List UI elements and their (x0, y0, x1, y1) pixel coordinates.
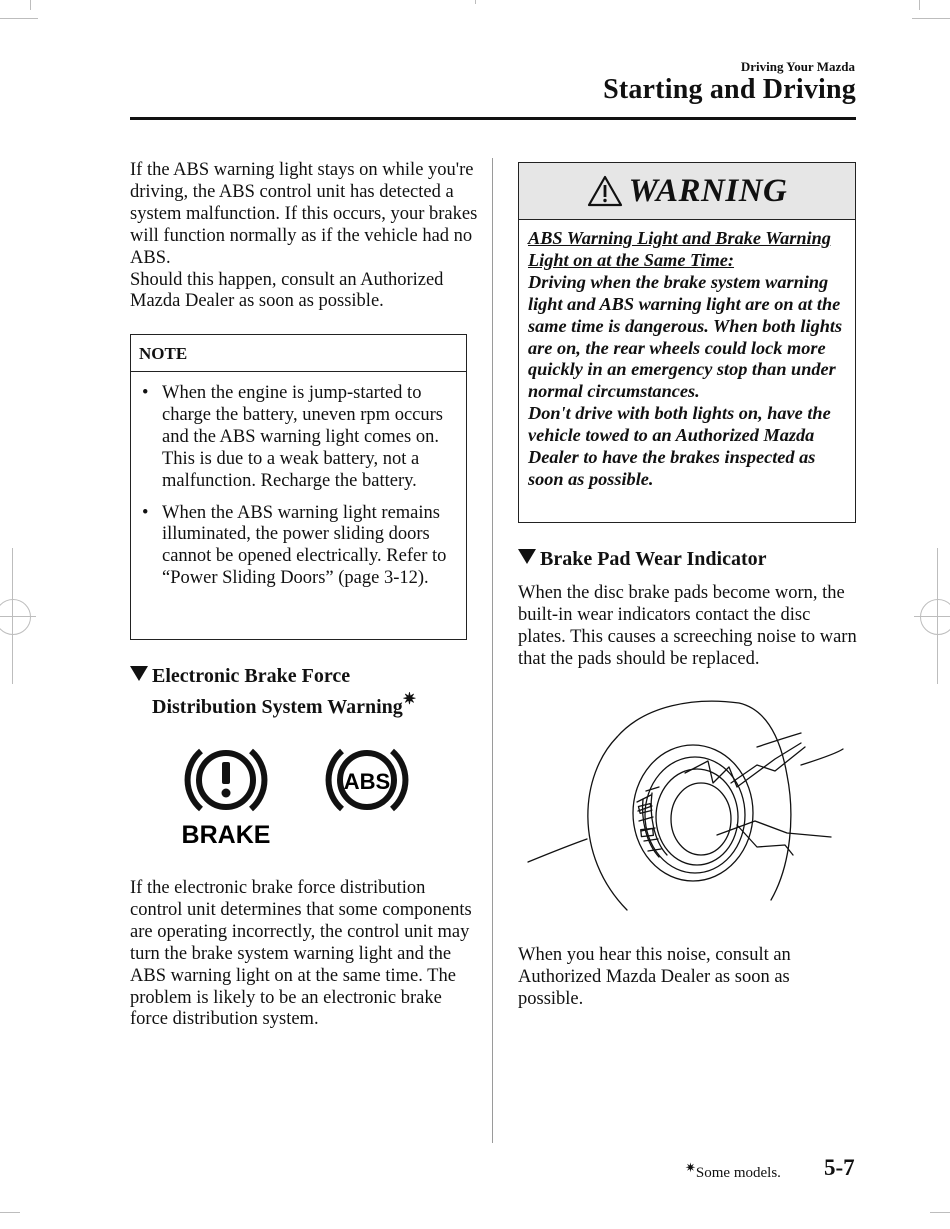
crop-mark (912, 18, 950, 19)
ebd-paragraph-text: If the electronic brake force distribution control unit determines that some components are operating incorrectly, the control unit may turn the brake system warning light and the ABS warning light on at the same time. The problem is likely to be an electronic brake force distribution system. (130, 878, 472, 1030)
footnote-marker: ✷ (685, 1160, 696, 1175)
crop-mark (0, 1212, 20, 1213)
section-triangle-icon (130, 666, 148, 681)
section-triangle-icon (518, 549, 536, 564)
warning-subtitle: ABS Warning Light and Brake Warning Light on at the Same Time: (528, 228, 831, 270)
note-item: • When the ABS warning light remains illuminated, the power sliding doors cannot be opened electrically. Refer to “Power Sliding Doors” (page 3-12). (139, 503, 460, 591)
abs-warning-icon (317, 743, 417, 823)
warning-paragraph: Driving when the brake system warning light and ABS warning light are on at the same time is dangerous. When both lights are on, the rear wheels could lock more quickly in an emergency stop than under normal circumstances. (528, 271, 843, 402)
note-list (131, 372, 466, 590)
section-label: Driving Your Mazda (740, 59, 855, 74)
abs-icon-label: ABS (343, 769, 391, 794)
footnote-text: Some models. (695, 1165, 781, 1181)
brake-icon-label: BRAKE (181, 821, 271, 848)
warning-triangle-icon (587, 175, 623, 207)
warning-box (518, 162, 856, 523)
warning-header (519, 163, 855, 220)
after-illustration-paragraph (518, 945, 858, 1011)
note-item: • When the engine is jump-started to charge the battery, uneven rpm occurs and the ABS warning light comes on. This is due to a weak battery, not a malfunction. Recharge the battery. (139, 383, 460, 493)
abs-light-intro (130, 160, 480, 313)
pad-wear-paragraph-text: When the disc brake pads become worn, the built-in wear indicators contact the disc plates. This causes a screeching noise to warn that the pads should be replaced. (518, 583, 857, 669)
page-number: 5-7 (824, 1155, 855, 1180)
crop-mark (0, 18, 38, 19)
brake-icon-exclamation-dot (222, 789, 231, 798)
registration-mark (0, 599, 31, 635)
footnote (685, 1160, 781, 1182)
ebd-heading-line2: Distribution System Warning (152, 696, 403, 718)
crop-mark (930, 1212, 950, 1213)
warning-title: WARNING (628, 172, 788, 209)
pad-wear-heading (518, 547, 858, 571)
warning-body (519, 220, 855, 491)
crop-mark (919, 0, 920, 10)
pad-wear-paragraph (518, 583, 858, 671)
brake-icon-exclamation (222, 762, 230, 784)
registration-mark (920, 599, 950, 635)
warning-paragraph: Don't drive with both lights on, have the vehicle towed to an Authorized Mazda Dealer to have the brakes inspected as soon as possible. (528, 403, 831, 489)
note-box (130, 334, 467, 640)
some-models-marker: ✷ (402, 691, 417, 708)
note-heading: NOTE (131, 335, 466, 372)
brake-wheel-illustration (525, 695, 855, 920)
crop-mark (30, 0, 31, 10)
pad-wear-heading-text: Brake Pad Wear Indicator (540, 548, 767, 570)
after-illustration-text: When you hear this noise, consult an Authorized Mazda Dealer as soon as possible. (518, 945, 791, 1009)
ebd-paragraph (130, 878, 480, 1031)
title-rule (130, 117, 856, 120)
brake-warning-icon (176, 743, 276, 848)
ebd-heading-line1: Electronic Brake Force (152, 665, 351, 687)
intro-paragraph: Should this happen, consult an Authorized Mazda Dealer as soon as possible. (130, 269, 444, 312)
crop-mark (475, 0, 476, 4)
column-divider (492, 158, 493, 1143)
page-title: Starting and Driving (603, 74, 856, 105)
ebd-heading (130, 664, 480, 719)
intro-paragraph: If the ABS warning light stays on while you're driving, the ABS control unit has detected a system malfunction. If this occurs, your brakes will function normally as if the vehicle had no ABS. (130, 160, 478, 268)
